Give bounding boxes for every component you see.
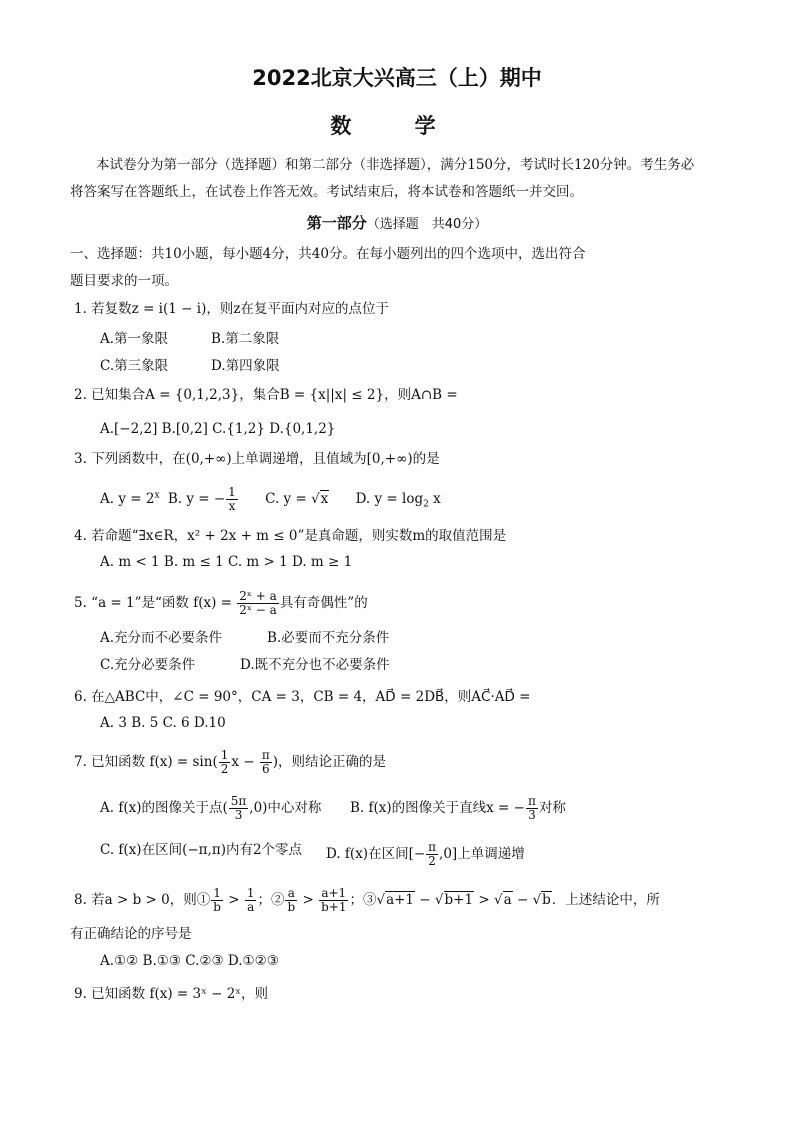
q7-a-pre: A. f(x)的图像关于点( — [100, 800, 228, 816]
q8-f3-den: b — [287, 900, 296, 914]
q4-stem: 4. 若命题“∃x∈R，x² + 2x + m ≤ 0”是真命题，则实数m的取值范围是 — [74, 528, 507, 544]
q7-b-post: 对称 — [538, 800, 566, 816]
intro-line-2: 将答案写在答题纸上，在试卷上作答无效。考试结束后，将本试卷和答题纸一并交回。 — [70, 184, 583, 200]
q3-option-d-tail: x — [428, 491, 441, 507]
q8-frac-4 — [319, 887, 348, 914]
q3-option-b-fraction — [226, 486, 238, 513]
q7-b-den: 3 — [528, 808, 536, 822]
q3-option-a-exponent: x — [154, 490, 160, 501]
q3-stem: 3. 下列函数中，在(0,+∞)上单调递增，且值域为[0,+∞)的是 — [74, 451, 440, 467]
q8-gt-3: > — [474, 892, 494, 908]
q5-fraction — [237, 590, 279, 617]
q1-option-b: B.第二象限 — [211, 331, 280, 347]
q8-f4-den: b+1 — [321, 900, 347, 914]
q8-rad-2: b+1 — [444, 892, 474, 908]
q3-option-b: B. y = − — [167, 491, 226, 507]
q2-stem: 2. 已知集合A = {0,1,2,3}，集合B = {x||x| ≤ 2}，则A∩B = — [74, 387, 458, 403]
q3-option-d-base: 2 — [423, 499, 429, 510]
q2-options: A.[−2,2] B.[0,2] C.{1,2} D.{0,1,2} — [100, 421, 336, 437]
q5-option-d: D.既不充分也不必要条件 — [240, 657, 390, 673]
q1-option-d: D.第四象限 — [211, 358, 280, 374]
q5-option-b: B.必要而不充分条件 — [267, 630, 390, 646]
q7-d-den: 2 — [428, 854, 436, 868]
q8-rad-1: a+1 — [386, 892, 415, 908]
q8-sep-3: ；③ — [349, 892, 377, 908]
q8-frac-1 — [211, 887, 223, 914]
q7-d-post: ,0]上单调递增 — [439, 846, 525, 862]
q1-option-a: A.第一象限 — [100, 331, 169, 347]
sqrt-symbol: √ — [434, 892, 444, 908]
q8-sep-2: ；② — [257, 892, 285, 908]
part1-heading — [0, 212, 794, 233]
sqrt-symbol: √ — [376, 892, 386, 908]
q7-d-num: π — [428, 840, 437, 854]
q8-rad-4: b — [542, 892, 551, 908]
q6-options: A. 3 B. 5 C. 6 D.10 — [100, 715, 226, 731]
q7-stem — [74, 749, 386, 776]
q1-stem: 1. 若复数z = i(1 − i)，则z在复平面内对应的点位于 — [74, 301, 389, 317]
q3-b-numerator: 1 — [228, 485, 236, 499]
q7-d-pre: D. f(x)在区间[− — [326, 846, 426, 862]
q7-option-d — [326, 841, 525, 868]
q8-rad-3: a — [503, 892, 512, 908]
sqrt-symbol: √ — [532, 892, 542, 908]
q1-option-c: C.第三象限 — [100, 358, 169, 374]
q8-post: ．上述结论中，所 — [551, 892, 660, 908]
part1-title: 第一部分 — [306, 214, 367, 232]
q7-option-b — [350, 795, 566, 822]
q4-options: A. m < 1 B. m ≤ 1 C. m > 1 D. m ≥ 1 — [100, 554, 353, 570]
q3-option-c: C. y = — [265, 491, 312, 507]
q7-a-fraction — [229, 795, 249, 822]
sqrt-symbol: √ — [311, 491, 320, 507]
subject-title: 数 学 — [330, 114, 464, 138]
q3-b-denominator: x — [228, 499, 236, 513]
q7-a-post: ,0)中心对称 — [249, 800, 322, 816]
q7-a-num: 5π — [230, 794, 247, 808]
q8-stem-line-2: 有正确结论的序号是 — [70, 926, 192, 942]
q7-stem-mid: x − — [231, 754, 259, 770]
q8-f4-num: a+1 — [319, 887, 348, 901]
q7-fraction-1 — [219, 749, 231, 776]
q7-stem-post: )，则结论正确的是 — [272, 754, 387, 770]
q7-f1-num: 1 — [220, 748, 229, 762]
q7-b-num: π — [527, 794, 536, 808]
q5-option-c: C.充分必要条件 — [100, 657, 196, 673]
q8-minus-1: − — [415, 892, 435, 908]
q3-options — [100, 486, 441, 514]
q8-stem — [74, 887, 660, 914]
q8-frac-2 — [245, 887, 257, 914]
q5-option-a: A.充分而不必要条件 — [100, 630, 223, 646]
q8-f1-num: 1 — [211, 887, 223, 901]
q7-f2-num: π — [261, 748, 270, 762]
exam-title: 2022北京大兴高三（上）期中 — [252, 66, 542, 90]
q7-option-a — [100, 795, 321, 822]
q3-option-d: D. y = log — [355, 491, 424, 507]
q5-denominator: 2ˣ − a — [239, 603, 277, 617]
q8-pre: 8. 若a > b > 0，则① — [74, 892, 211, 908]
q8-f2-num: 1 — [246, 886, 255, 900]
q5-stem-post: 具有奇偶性”的 — [279, 595, 368, 611]
q8-gt-1: > — [223, 892, 244, 908]
q5-numerator: 2ˣ + a — [239, 589, 277, 603]
q7-f2-den: 6 — [262, 762, 270, 776]
q7-f1-den: 2 — [220, 762, 229, 776]
q7-b-pre: B. f(x)的图像关于直线x = − — [350, 800, 525, 816]
q8-frac-3 — [285, 887, 297, 914]
q7-option-c: C. f(x)在区间(−π,π)内有2个零点 — [100, 842, 303, 858]
part1-note: （选择题 共40分） — [366, 217, 488, 232]
intro-line-1: 本试卷分为第一部分（选择题）和第二部分（非选择题），满分150分，考试时长120分钟。考生务必 — [96, 157, 695, 173]
q6-stem: 6. 在△ABC中，∠C = 90°，CA = 3，CB = 4，AD⃗ = 2DB⃗，则AC⃗·AD⃗ = — [74, 689, 531, 705]
q7-fraction-2 — [260, 749, 272, 776]
q7-b-fraction — [526, 795, 538, 822]
q5-stem — [74, 590, 368, 617]
sqrt-symbol: √ — [493, 892, 503, 908]
q9-stem: 9. 已知函数 f(x) = 3ˣ − 2ˣ，则 — [74, 986, 269, 1002]
q8-gt-2: > — [298, 892, 319, 908]
q7-a-den: 3 — [234, 808, 243, 822]
q8-options: A.①② B.①③ C.②③ D.①②③ — [100, 953, 279, 969]
q8-f2-den: a — [247, 900, 255, 914]
q7-stem-pre: 7. 已知函数 f(x) = sin( — [74, 754, 218, 770]
q3-option-c-radicand: x — [320, 491, 329, 507]
q5-stem-pre: 5. “a = 1”是“函数 f(x) = — [74, 595, 237, 611]
q8-f3-num: a — [285, 887, 297, 901]
q8-f1-den: b — [213, 900, 221, 914]
q7-d-fraction — [426, 841, 438, 868]
section-instruction-2: 题目要求的一项。 — [70, 273, 178, 289]
section-instruction-1: 一、选择题：共10小题，每小题4分，共40分。在每小题列出的四个选项中，选出符合 — [70, 246, 586, 262]
q3-option-a: A. y = 2 — [100, 491, 155, 507]
q8-minus-2: − — [512, 892, 533, 908]
